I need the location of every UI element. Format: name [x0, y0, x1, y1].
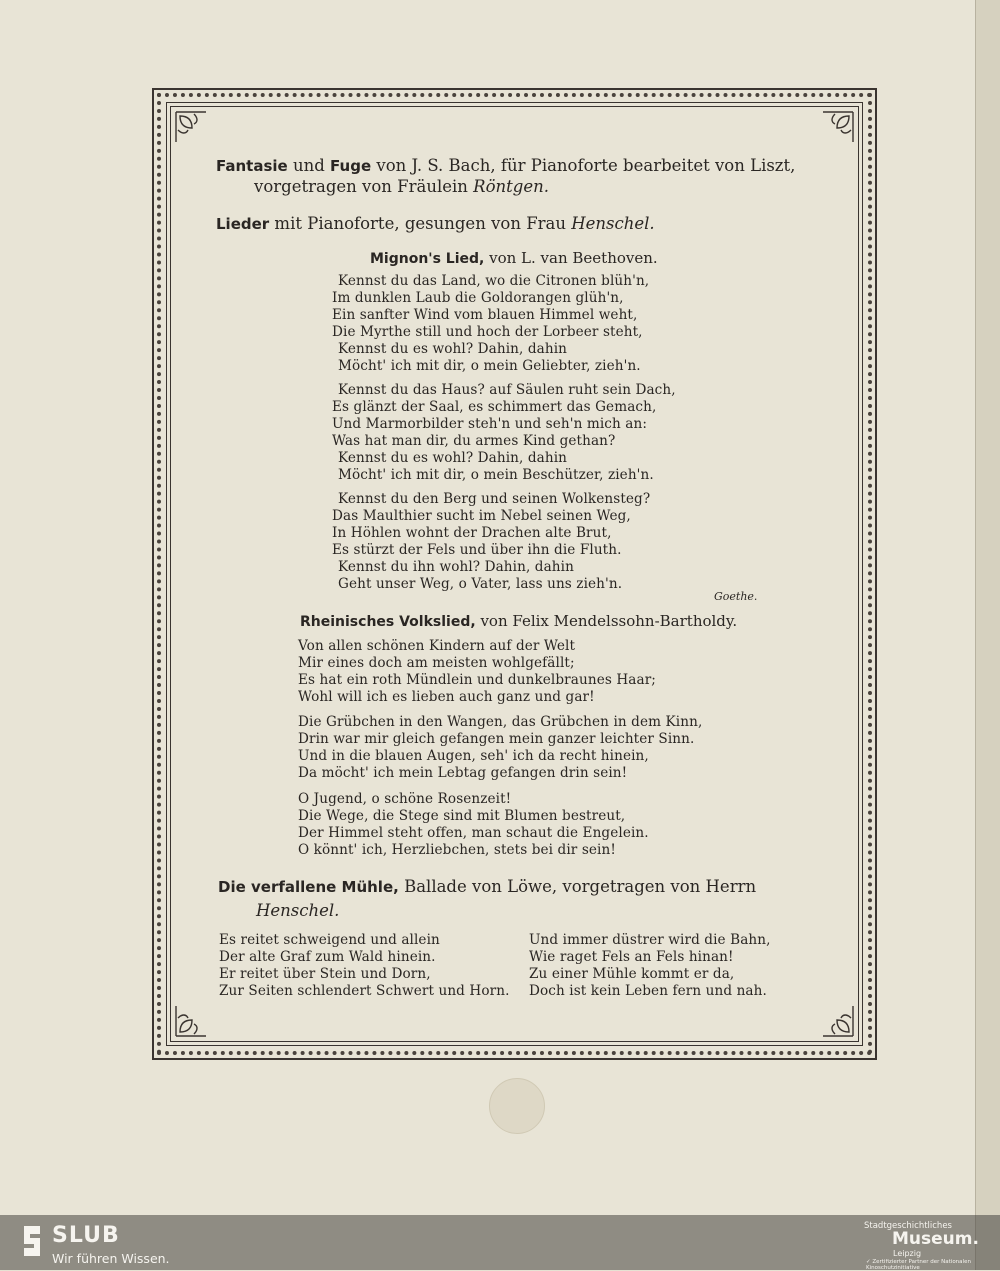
performer-name: Henschel. — [571, 214, 655, 233]
verse-line: O Jugend, o schöne Rosenzeit! — [298, 791, 512, 807]
corner-ornament-icon — [174, 110, 208, 144]
verse-line: Kennst du es wohl? Dahin, dahin — [338, 450, 568, 466]
verse-line: Es glänzt der Saal, es schimmert das Gemach, — [332, 399, 657, 415]
ballad-line-right: Und immer düstrer wird die Bahn, — [529, 932, 771, 948]
performer-name: Henschel. — [256, 901, 340, 920]
verse-line: In Höhlen wohnt der Drachen alte Brut, — [332, 525, 612, 541]
poem-author: Goethe. — [714, 590, 758, 603]
verse-line: O könnt' ich, Herzliebchen, stets bei dir sein! — [298, 842, 616, 858]
verse-line: Es stürzt der Fels und über ihn die Fluth. — [332, 542, 622, 558]
bold-text: Fuge — [330, 157, 372, 175]
verse-line: Kennst du das Haus? auf Säulen ruht sein Dach, — [338, 382, 676, 398]
verse-line: Mir eines doch am meisten wohlgefällt; — [298, 655, 575, 671]
slub-tagline: Wir führen Wissen. — [52, 1251, 170, 1266]
text: von L. van Beethoven. — [484, 249, 658, 267]
text: mit Pianoforte, gesungen von Frau — [269, 214, 572, 233]
verse-line: Die Grübchen in den Wangen, das Grübchen in dem Kinn, — [298, 714, 703, 730]
verse-line: Drin war mir gleich gefangen mein ganzer leichter Sinn. — [298, 731, 695, 747]
text: von J. S. Bach, für Pianoforte bearbeitet von Liszt, — [371, 156, 796, 175]
bold-text: Mignon's Lied, — [370, 251, 485, 267]
item-muehle — [218, 878, 756, 896]
verse-line: Möcht' ich mit dir, o mein Geliebter, zieh'n. — [338, 358, 641, 374]
verse-line: Und Marmorbilder steh'n und seh'n mich an: — [332, 416, 648, 432]
page-edge — [975, 0, 1000, 1270]
performer-name: Röntgen. — [473, 177, 549, 196]
ballad-line-right: Zu einer Mühle kommt er da, — [529, 966, 735, 982]
verse-line: Im dunklen Laub die Goldorangen glüh'n, — [332, 290, 624, 306]
ballad-line-right: Doch ist kein Leben fern und nah. — [529, 983, 767, 999]
corner-ornament-icon — [821, 1004, 855, 1038]
text: und — [287, 156, 331, 175]
text: vorgetragen von Fräulein — [254, 177, 474, 196]
verse-line: Und in die blauen Augen, seh' ich da recht hinein, — [298, 748, 649, 764]
song-title-volkslied — [300, 612, 737, 631]
ballad-line-right: Wie raget Fels an Fels hinan! — [529, 949, 734, 965]
verse-line: Ein sanfter Wind vom blauen Himmel weht, — [332, 307, 638, 323]
verse-line: Der Himmel steht offen, man schaut die Engelein. — [298, 825, 649, 841]
slub-logo-icon — [22, 1224, 42, 1258]
ballad-line-left: Er reitet über Stein und Dorn, — [219, 966, 431, 982]
item-fantasie-line2 — [254, 178, 549, 196]
bold-text: Lieder — [216, 215, 270, 233]
verse-line: Wohl will ich es lieben auch ganz und gar! — [298, 689, 595, 705]
verse-line: Kennst du das Land, wo die Citronen blüh'n, — [338, 273, 650, 289]
embossed-stamp — [489, 1078, 545, 1134]
item-fantasie-line1 — [216, 157, 795, 175]
verse-line: Was hat man dir, du armes Kind gethan? — [332, 433, 616, 449]
verse-line: Kennst du den Berg und seinen Wolkensteg? — [338, 491, 651, 507]
bold-text: Fantasie — [216, 157, 288, 175]
verse-line: Möcht' ich mit dir, o mein Beschützer, zieh'n. — [338, 467, 654, 483]
verse-line: Das Maulthier sucht im Nebel seinen Weg, — [332, 508, 631, 524]
verse-line: Es hat ein roth Mündlein und dunkelbraunes Haar; — [298, 672, 656, 688]
verse-line: Geht unser Weg, o Vater, lass uns zieh'n. — [338, 576, 623, 592]
museum-name[interactable]: Museum. — [892, 1229, 979, 1249]
bold-text: Die verfallene Mühle, — [218, 878, 399, 896]
slub-name[interactable]: SLUB — [52, 1223, 120, 1248]
museum-top-text: Stadtgeschichtliches — [864, 1221, 952, 1231]
corner-ornament-icon — [174, 1004, 208, 1038]
text: Ballade von Löwe, vorgetragen von Herrn — [398, 877, 757, 896]
verse-line: Die Myrthe still und hoch der Lorbeer steht, — [332, 324, 643, 340]
verse-line: Kennst du ihn wohl? Dahin, dahin — [338, 559, 574, 575]
ballad-line-left: Der alte Graf zum Wald hinein. — [219, 949, 436, 965]
item-lieder — [216, 215, 655, 233]
song-title-mignon — [370, 249, 658, 268]
museum-note: ✓ Zertifizierter Partner der Nationalen Kinoschutzinitiative — [866, 1259, 971, 1271]
verse-line: Da möcht' ich mein Lebtag gefangen drin sein! — [298, 765, 628, 781]
verse-line: Die Wege, die Stege sind mit Blumen bestreut, — [298, 808, 626, 824]
verse-line: Von allen schönen Kindern auf der Welt — [298, 638, 576, 654]
ballad-line-left: Es reitet schweigend und allein — [219, 932, 440, 948]
text: von Felix Mendelssohn-Bartholdy. — [475, 612, 738, 630]
museum-city: Leipzig — [893, 1249, 922, 1258]
verse-line: Kennst du es wohl? Dahin, dahin — [338, 341, 568, 357]
bold-text: Rheinisches Volkslied, — [300, 614, 476, 630]
ballad-line-left: Zur Seiten schlendert Schwert und Horn. — [219, 983, 510, 999]
corner-ornament-icon — [821, 110, 855, 144]
